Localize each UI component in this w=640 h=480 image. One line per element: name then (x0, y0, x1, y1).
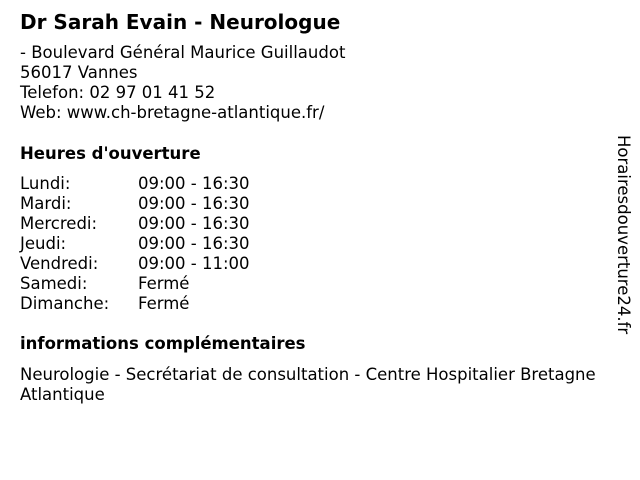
hours-time: 09:00 - 16:30 (138, 174, 250, 193)
hours-time: 09:00 - 16:30 (138, 194, 250, 213)
hours-row-dimanche (20, 294, 250, 314)
site-watermark: Horairesdouverture24.fr (614, 135, 633, 335)
hours-time: 09:00 - 16:30 (138, 234, 250, 253)
hours-time: Fermé (138, 274, 190, 293)
address-block (20, 43, 345, 123)
page-title: Dr Sarah Evain - Neurologue (20, 10, 341, 34)
hours-row-mercredi (20, 214, 250, 234)
hours-time: Fermé (138, 294, 190, 313)
hours-row-jeudi (20, 234, 250, 254)
phone: Telefon: 02 97 01 41 52 (20, 83, 216, 102)
street-address: - Boulevard Général Maurice Guillaudot (20, 43, 346, 62)
hours-time: 09:00 - 11:00 (138, 254, 250, 273)
additional-info-text: Neurologie - Secrétariat de consultation - Centre Hospitalier Bretagne Atlantique (20, 365, 596, 404)
hours-row-mardi (20, 194, 250, 214)
hours-day: Mercredi: (20, 214, 98, 233)
hours-row-lundi (20, 174, 250, 194)
city: 56017 Vannes (20, 63, 138, 82)
additional-info-heading: informations complémentaires (20, 334, 306, 353)
hours-day: Samedi: (20, 274, 88, 293)
opening-hours-table (20, 174, 250, 314)
hours-row-samedi (20, 274, 250, 294)
hours-day: Jeudi: (20, 234, 67, 253)
opening-hours-heading: Heures d'ouverture (20, 144, 201, 163)
website: Web: www.ch-bretagne-atlantique.fr/ (20, 103, 325, 122)
hours-day: Mardi: (20, 194, 72, 213)
hours-day: Lundi: (20, 174, 71, 193)
hours-day: Dimanche: (20, 294, 110, 313)
hours-time: 09:00 - 16:30 (138, 214, 250, 233)
hours-row-vendredi (20, 254, 250, 274)
hours-day: Vendredi: (20, 254, 99, 273)
